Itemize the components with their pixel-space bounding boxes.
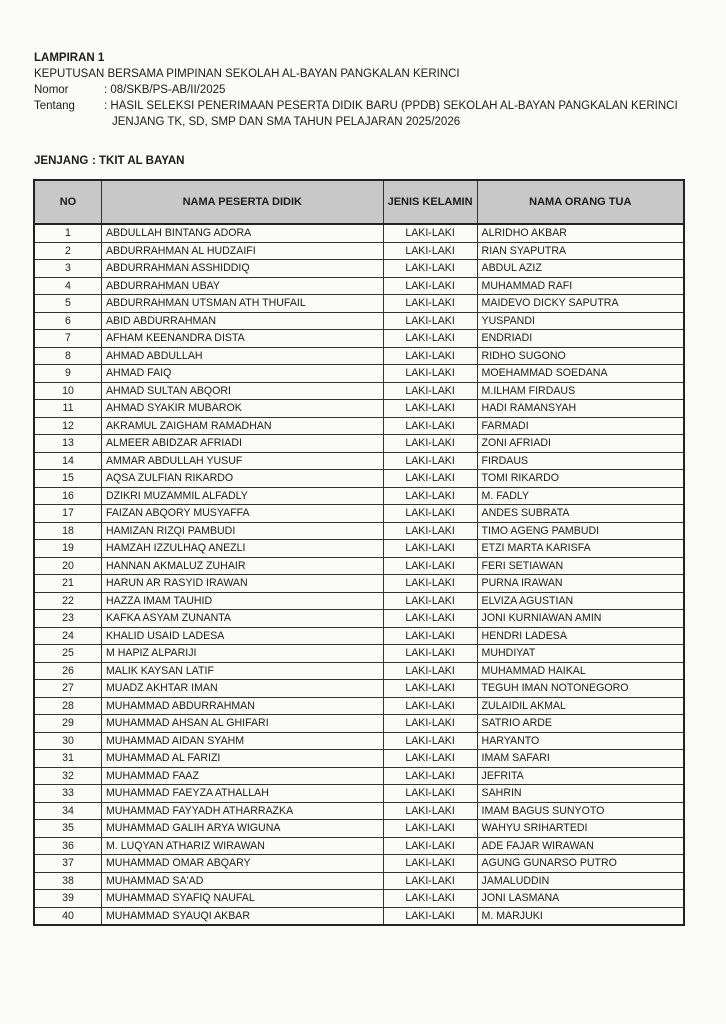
- table-row: [34, 522, 684, 540]
- cell-nama-peserta: MALIK KAYSAN LATIF: [101, 662, 383, 680]
- cell-no: 33: [34, 785, 101, 803]
- nomor-label: Nomor: [34, 84, 69, 96]
- cell-jenis-kelamin: LAKI-LAKI: [383, 417, 477, 435]
- cell-nama-orang-tua: RIAN SYAPUTRA: [477, 242, 684, 260]
- cell-no: 21: [34, 575, 101, 593]
- cell-nama-peserta: ABDURRAHMAN UTSMAN ATH THUFAIL: [101, 295, 383, 313]
- table-row: [34, 295, 684, 313]
- cell-nama-peserta: FAIZAN ABQORY MUSYAFFA: [101, 505, 383, 523]
- cell-nama-peserta: MUHAMMAD FAAZ: [101, 767, 383, 785]
- table-row: [34, 312, 684, 330]
- participants-table: [33, 179, 685, 926]
- cell-nama-peserta: MUHAMMAD GALIH ARYA WIGUNA: [101, 820, 383, 838]
- cell-jenis-kelamin: LAKI-LAKI: [383, 802, 477, 820]
- cell-nama-orang-tua: ABDUL AZIZ: [477, 260, 684, 278]
- table-row: [34, 400, 684, 418]
- cell-nama-peserta: DZIKRI MUZAMMIL ALFADLY: [101, 487, 383, 505]
- header-nama-orang-tua: NAMA ORANG TUA: [477, 180, 684, 224]
- table-row: [34, 785, 684, 803]
- cell-nama-orang-tua: ENDRIADI: [477, 330, 684, 348]
- jenjang-label: JENJANG: [34, 155, 89, 167]
- cell-no: 32: [34, 767, 101, 785]
- cell-jenis-kelamin: LAKI-LAKI: [383, 872, 477, 890]
- table-row: [34, 417, 684, 435]
- header-jenis-kelamin: JENIS KELAMIN: [383, 180, 477, 224]
- cell-jenis-kelamin: LAKI-LAKI: [383, 767, 477, 785]
- cell-nama-orang-tua: HENDRI LADESA: [477, 627, 684, 645]
- table-row: [34, 452, 684, 470]
- cell-nama-orang-tua: YUSPANDI: [477, 312, 684, 330]
- cell-no: 25: [34, 645, 101, 663]
- cell-no: 1: [34, 224, 101, 242]
- cell-no: 34: [34, 802, 101, 820]
- table-row: [34, 592, 684, 610]
- cell-no: 27: [34, 680, 101, 698]
- cell-nama-orang-tua: JONI KURNIAWAN AMIN: [477, 610, 684, 628]
- cell-jenis-kelamin: LAKI-LAKI: [383, 557, 477, 575]
- table-row: [34, 330, 684, 348]
- cell-nama-orang-tua: IMAM BAGUS SUNYOTO: [477, 802, 684, 820]
- cell-nama-orang-tua: ALRIDHO AKBAR: [477, 224, 684, 242]
- cell-no: 20: [34, 557, 101, 575]
- cell-nama-orang-tua: MOEHAMMAD SOEDANA: [477, 365, 684, 383]
- cell-no: 12: [34, 417, 101, 435]
- table-row: [34, 750, 684, 768]
- cell-jenis-kelamin: LAKI-LAKI: [383, 680, 477, 698]
- cell-no: 2: [34, 242, 101, 260]
- cell-no: 23: [34, 610, 101, 628]
- cell-nama-peserta: ALMEER ABIDZAR AFRIADI: [101, 435, 383, 453]
- cell-jenis-kelamin: LAKI-LAKI: [383, 452, 477, 470]
- table-row: [34, 645, 684, 663]
- cell-no: 11: [34, 400, 101, 418]
- cell-jenis-kelamin: LAKI-LAKI: [383, 224, 477, 242]
- cell-no: 3: [34, 260, 101, 278]
- cell-nama-peserta: AMMAR ABDULLAH YUSUF: [101, 452, 383, 470]
- table-row: [34, 575, 684, 593]
- cell-nama-orang-tua: MUHDIYAT: [477, 645, 684, 663]
- cell-no: 39: [34, 890, 101, 908]
- nomor-value: : 08/SKB/PS-AB/II/2025: [104, 84, 226, 96]
- document-header: [34, 50, 678, 130]
- cell-jenis-kelamin: LAKI-LAKI: [383, 697, 477, 715]
- table-row: [34, 732, 684, 750]
- cell-no: 4: [34, 277, 101, 295]
- cell-nama-peserta: HAZZA IMAM TAUHID: [101, 592, 383, 610]
- cell-no: 15: [34, 470, 101, 488]
- table-body: [34, 224, 684, 925]
- cell-nama-peserta: MUHAMMAD AL FARIZI: [101, 750, 383, 768]
- table-row: [34, 837, 684, 855]
- tentang-row-2: [34, 114, 678, 130]
- cell-nama-peserta: ABDURRAHMAN ASSHIDDIQ: [101, 260, 383, 278]
- cell-jenis-kelamin: LAKI-LAKI: [383, 715, 477, 733]
- table-row: [34, 435, 684, 453]
- cell-nama-peserta: KAFKA ASYAM ZUNANTA: [101, 610, 383, 628]
- cell-no: 29: [34, 715, 101, 733]
- cell-nama-orang-tua: MUHAMMAD RAFI: [477, 277, 684, 295]
- cell-nama-orang-tua: SATRIO ARDE: [477, 715, 684, 733]
- header-nama-peserta: NAMA PESERTA DIDIK: [101, 180, 383, 224]
- table-row: [34, 242, 684, 260]
- cell-no: 17: [34, 505, 101, 523]
- lampiran-title: LAMPIRAN 1: [34, 52, 105, 64]
- cell-jenis-kelamin: LAKI-LAKI: [383, 312, 477, 330]
- cell-nama-peserta: M HAPIZ ALPARIJI: [101, 645, 383, 663]
- cell-jenis-kelamin: LAKI-LAKI: [383, 382, 477, 400]
- cell-nama-orang-tua: MUHAMMAD HAIKAL: [477, 662, 684, 680]
- cell-nama-peserta: AKRAMUL ZAIGHAM RAMADHAN: [101, 417, 383, 435]
- cell-jenis-kelamin: LAKI-LAKI: [383, 662, 477, 680]
- cell-jenis-kelamin: LAKI-LAKI: [383, 610, 477, 628]
- cell-nama-orang-tua: JEFRITA: [477, 767, 684, 785]
- cell-nama-orang-tua: M.ILHAM FIRDAUS: [477, 382, 684, 400]
- cell-nama-orang-tua: FERI SETIAWAN: [477, 557, 684, 575]
- cell-jenis-kelamin: LAKI-LAKI: [383, 820, 477, 838]
- cell-no: 8: [34, 347, 101, 365]
- cell-nama-orang-tua: JAMALUDDIN: [477, 872, 684, 890]
- cell-nama-peserta: MUHAMMAD AIDAN SYAHM: [101, 732, 383, 750]
- table-row: [34, 697, 684, 715]
- cell-nama-peserta: MUHAMMAD AHSAN AL GHIFARI: [101, 715, 383, 733]
- cell-nama-peserta: ABID ABDURRAHMAN: [101, 312, 383, 330]
- cell-nama-orang-tua: MAIDEVO DICKY SAPUTRA: [477, 295, 684, 313]
- cell-nama-orang-tua: ZONI AFRIADI: [477, 435, 684, 453]
- cell-jenis-kelamin: LAKI-LAKI: [383, 907, 477, 925]
- cell-nama-peserta: AFHAM KEENANDRA DISTA: [101, 330, 383, 348]
- cell-no: 13: [34, 435, 101, 453]
- cell-nama-orang-tua: IMAM SAFARI: [477, 750, 684, 768]
- cell-nama-peserta: HANNAN AKMALUZ ZUHAIR: [101, 557, 383, 575]
- cell-nama-peserta: MUHAMMAD FAYYADH ATHARRAZKA: [101, 802, 383, 820]
- table-header-row: [34, 180, 684, 224]
- cell-jenis-kelamin: LAKI-LAKI: [383, 295, 477, 313]
- cell-nama-peserta: MUHAMMAD ABDURRAHMAN: [101, 697, 383, 715]
- cell-jenis-kelamin: LAKI-LAKI: [383, 785, 477, 803]
- cell-jenis-kelamin: LAKI-LAKI: [383, 855, 477, 873]
- cell-nama-orang-tua: AGUNG GUNARSO PUTRO: [477, 855, 684, 873]
- table-row: [34, 347, 684, 365]
- cell-no: 28: [34, 697, 101, 715]
- cell-nama-orang-tua: ADE FAJAR WIRAWAN: [477, 837, 684, 855]
- cell-nama-orang-tua: TEGUH IMAN NOTONEGORO: [477, 680, 684, 698]
- cell-nama-peserta: AQSA ZULFIAN RIKARDO: [101, 470, 383, 488]
- tentang-label: Tentang: [34, 100, 75, 112]
- cell-jenis-kelamin: LAKI-LAKI: [383, 365, 477, 383]
- cell-nama-orang-tua: M. FADLY: [477, 487, 684, 505]
- cell-nama-orang-tua: TOMI RIKARDO: [477, 470, 684, 488]
- cell-jenis-kelamin: LAKI-LAKI: [383, 277, 477, 295]
- cell-no: 22: [34, 592, 101, 610]
- cell-jenis-kelamin: LAKI-LAKI: [383, 330, 477, 348]
- cell-nama-peserta: MUHAMMAD SYAUQI AKBAR: [101, 907, 383, 925]
- table-row: [34, 365, 684, 383]
- cell-jenis-kelamin: LAKI-LAKI: [383, 645, 477, 663]
- table-row: [34, 820, 684, 838]
- cell-nama-orang-tua: FIRDAUS: [477, 452, 684, 470]
- cell-nama-peserta: M. LUQYAN ATHARIZ WIRAWAN: [101, 837, 383, 855]
- cell-nama-orang-tua: ANDES SUBRATA: [477, 505, 684, 523]
- cell-nama-orang-tua: HARYANTO: [477, 732, 684, 750]
- table-row: [34, 872, 684, 890]
- cell-no: 26: [34, 662, 101, 680]
- cell-nama-peserta: MUHAMMAD OMAR ABQARY: [101, 855, 383, 873]
- table-row: [34, 715, 684, 733]
- tentang-value-line1: : HASIL SELEKSI PENERIMAAN PESERTA DIDIK BARU (PPDB) SEKOLAH AL-BAYAN PANGKALAN KERINCI: [104, 100, 678, 112]
- cell-nama-orang-tua: SAHRIN: [477, 785, 684, 803]
- cell-jenis-kelamin: LAKI-LAKI: [383, 750, 477, 768]
- cell-no: 9: [34, 365, 101, 383]
- cell-no: 6: [34, 312, 101, 330]
- keputusan-title: KEPUTUSAN BERSAMA PIMPINAN SEKOLAH AL-BAYAN PANGKALAN KERINCI: [34, 68, 460, 80]
- table-row: [34, 855, 684, 873]
- table-row: [34, 662, 684, 680]
- cell-jenis-kelamin: LAKI-LAKI: [383, 435, 477, 453]
- cell-no: 14: [34, 452, 101, 470]
- cell-nama-peserta: HAMIZAN RIZQI PAMBUDI: [101, 522, 383, 540]
- table-row: [34, 802, 684, 820]
- cell-nama-peserta: MUHAMMAD SYAFIQ NAUFAL: [101, 890, 383, 908]
- table-row: [34, 260, 684, 278]
- cell-jenis-kelamin: LAKI-LAKI: [383, 242, 477, 260]
- cell-nama-orang-tua: ELVIZA AGUSTIAN: [477, 592, 684, 610]
- cell-no: 16: [34, 487, 101, 505]
- cell-nama-peserta: AHMAD SULTAN ABQORI: [101, 382, 383, 400]
- header-no: NO: [34, 180, 101, 224]
- cell-no: 38: [34, 872, 101, 890]
- cell-no: 35: [34, 820, 101, 838]
- tentang-value-line2: JENJANG TK, SD, SMP DAN SMA TAHUN PELAJARAN 2025/2026: [112, 116, 461, 128]
- cell-no: 19: [34, 540, 101, 558]
- cell-no: 30: [34, 732, 101, 750]
- cell-no: 31: [34, 750, 101, 768]
- cell-no: 24: [34, 627, 101, 645]
- cell-no: 5: [34, 295, 101, 313]
- table-row: [34, 540, 684, 558]
- cell-nama-peserta: MUHAMMAD FAEYZA ATHALLAH: [101, 785, 383, 803]
- jenjang-value: : TKIT AL BAYAN: [92, 155, 185, 167]
- cell-jenis-kelamin: LAKI-LAKI: [383, 540, 477, 558]
- cell-nama-peserta: ABDULLAH BINTANG ADORA: [101, 224, 383, 242]
- cell-jenis-kelamin: LAKI-LAKI: [383, 522, 477, 540]
- cell-nama-peserta: MUADZ AKHTAR IMAN: [101, 680, 383, 698]
- cell-nama-peserta: ABDURRAHMAN AL HUDZAIFI: [101, 242, 383, 260]
- cell-no: 18: [34, 522, 101, 540]
- cell-jenis-kelamin: LAKI-LAKI: [383, 627, 477, 645]
- table-row: [34, 277, 684, 295]
- cell-no: 37: [34, 855, 101, 873]
- cell-nama-peserta: AHMAD ABDULLAH: [101, 347, 383, 365]
- cell-jenis-kelamin: LAKI-LAKI: [383, 347, 477, 365]
- table-row: [34, 610, 684, 628]
- table-row: [34, 382, 684, 400]
- tentang-row: [34, 98, 678, 114]
- cell-jenis-kelamin: LAKI-LAKI: [383, 260, 477, 278]
- table-row: [34, 680, 684, 698]
- cell-nama-orang-tua: HADI RAMANSYAH: [477, 400, 684, 418]
- cell-no: 10: [34, 382, 101, 400]
- table-row: [34, 505, 684, 523]
- table-row: [34, 470, 684, 488]
- cell-nama-peserta: MUHAMMAD SA'AD: [101, 872, 383, 890]
- cell-nama-orang-tua: RIDHO SUGONO: [477, 347, 684, 365]
- cell-nama-orang-tua: WAHYU SRIHARTEDI: [477, 820, 684, 838]
- cell-jenis-kelamin: LAKI-LAKI: [383, 575, 477, 593]
- cell-jenis-kelamin: LAKI-LAKI: [383, 470, 477, 488]
- cell-nama-peserta: ABDURRAHMAN UBAY: [101, 277, 383, 295]
- cell-nama-peserta: KHALID USAID LADESA: [101, 627, 383, 645]
- cell-jenis-kelamin: LAKI-LAKI: [383, 837, 477, 855]
- cell-nama-orang-tua: M. MARJUKI: [477, 907, 684, 925]
- cell-nama-peserta: AHMAD FAIQ: [101, 365, 383, 383]
- cell-nama-orang-tua: TIMO AGENG PAMBUDI: [477, 522, 684, 540]
- cell-nama-orang-tua: FARMADI: [477, 417, 684, 435]
- cell-nama-orang-tua: PURNA IRAWAN: [477, 575, 684, 593]
- cell-nama-orang-tua: JONI LASMANA: [477, 890, 684, 908]
- cell-jenis-kelamin: LAKI-LAKI: [383, 592, 477, 610]
- cell-nama-peserta: HAMZAH IZZULHAQ ANEZLI: [101, 540, 383, 558]
- cell-nama-orang-tua: ETZI MARTA KARISFA: [477, 540, 684, 558]
- cell-nama-orang-tua: ZULAIDIL AKMAL: [477, 697, 684, 715]
- table-row: [34, 890, 684, 908]
- table-row: [34, 767, 684, 785]
- table-row: [34, 907, 684, 925]
- cell-jenis-kelamin: LAKI-LAKI: [383, 487, 477, 505]
- cell-jenis-kelamin: LAKI-LAKI: [383, 400, 477, 418]
- table-row: [34, 557, 684, 575]
- table-row: [34, 627, 684, 645]
- cell-jenis-kelamin: LAKI-LAKI: [383, 890, 477, 908]
- jenjang-row: [34, 155, 184, 167]
- cell-jenis-kelamin: LAKI-LAKI: [383, 732, 477, 750]
- cell-nama-peserta: HARUN AR RASYID IRAWAN: [101, 575, 383, 593]
- cell-no: 7: [34, 330, 101, 348]
- table-row: [34, 224, 684, 242]
- nomor-row: [34, 82, 678, 98]
- cell-nama-peserta: AHMAD SYAKIR MUBAROK: [101, 400, 383, 418]
- cell-no: 36: [34, 837, 101, 855]
- table-row: [34, 487, 684, 505]
- cell-jenis-kelamin: LAKI-LAKI: [383, 505, 477, 523]
- cell-no: 40: [34, 907, 101, 925]
